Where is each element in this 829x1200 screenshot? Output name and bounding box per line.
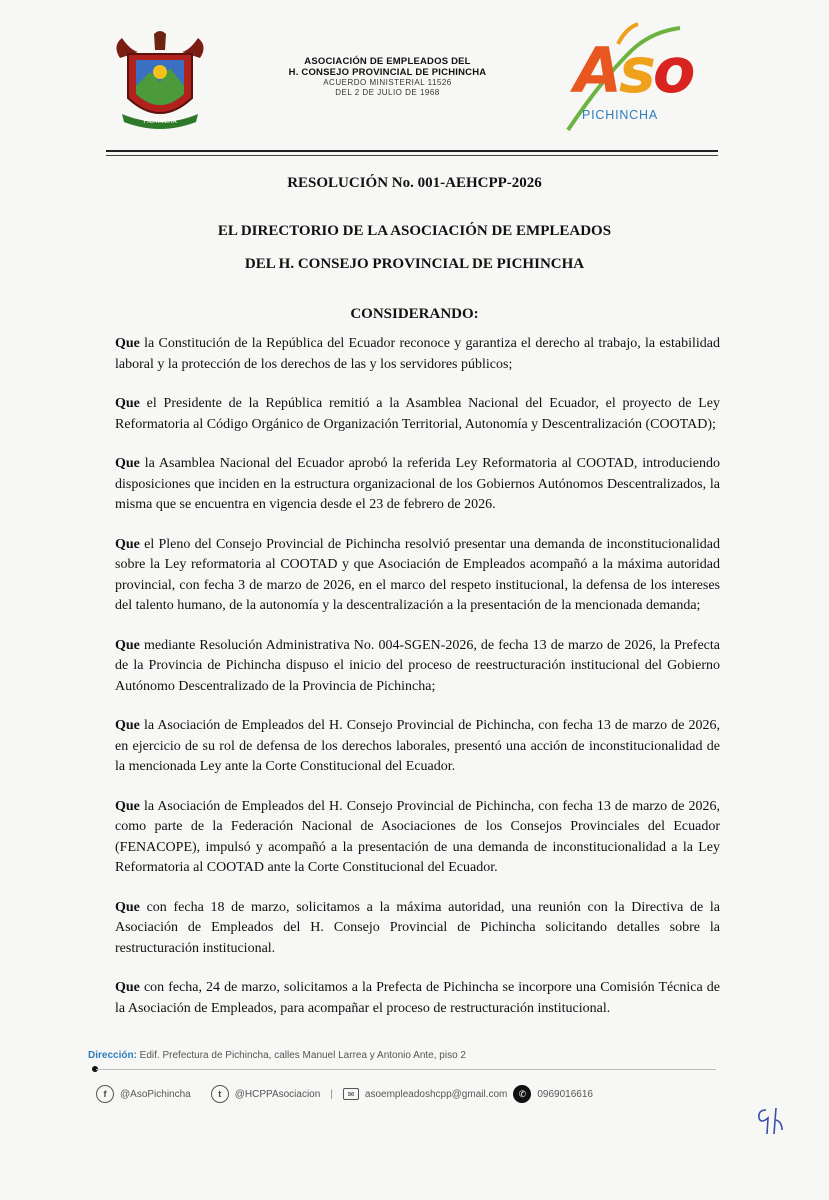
- paragraph-text: el Pleno del Consejo Provincial de Pichincha resolvió presentar una demanda de inconstitucionalidad sobre la Ley reformatoria al COOTAD y que Asociación de Empleados acompañó a la máxima autoridad provincial, con fecha 3 de marzo de 2026, en el marco del respeto institucional, la defensa de los intereses del talento humano, de la autonomía y la descentralización a la presentación de la mencionada demanda;: [115, 536, 720, 613]
- paragraph: [115, 394, 720, 435]
- phone-number[interactable]: 0969016616: [537, 1088, 593, 1100]
- paragraph-text: la Asociación de Empleados del H. Consejo Provincial de Pichincha, con fecha 13 de marzo de 2026, como parte de la Federación Nacional de Asociaciones de los Consejos Provinciales del Ecuador (FENACOPE), impulsó y acompañó a la presentación de una demanda de inconstitucionalidad a la Ley Reformatoria al COOTAD ante la Corte Constitucional del Ecuador.: [115, 798, 720, 875]
- paragraph-text: la Asamblea Nacional del Ecuador aprobó la referida Ley Reformatoria al COOTAD, introduciendo disposiciones que inciden en la estructura organizacional de los Gobiernos Autónomos Descentralizados, la misma que se encuentra en vigencia desde el 23 de febrero de 2026.: [115, 456, 720, 512]
- header-org-block: [265, 56, 510, 98]
- header-divider-thin: [106, 155, 718, 156]
- paragraph-lead: Que: [115, 536, 140, 552]
- paragraph-text: la Constitución de la República del Ecuador reconoce y garantiza el derecho al trabajo, la estabilidad laboral y la protección de los derechos de las y los servidores públicos;: [115, 336, 720, 372]
- paragraph-lead: Que: [115, 456, 140, 471]
- header-org-line-2: H. CONSEJO PROVINCIAL DE PICHINCHA: [288, 67, 487, 78]
- phone-icon: ✆: [513, 1085, 531, 1103]
- paragraph-text: el Presidente de la República remitió a la Asamblea Nacional del Ecuador, el proyecto de Ley Reformatoria al Código Orgánico de Organización Territorial, Autonomía y Descentralización (COOTAD);: [115, 396, 720, 432]
- paragraph-text: la Asociación de Empleados del H. Consejo Provincial de Pichincha, con fecha 13 de marzo de 2026, en ejercicio de su rol de defensa de los derechos laborales, presentó una acción de inconstitucionalidad de la mencionada Ley ante la Corte Constitucional del Ecuador.: [115, 718, 720, 774]
- footer-contacts: [96, 1084, 593, 1104]
- paragraph: [115, 535, 720, 617]
- header-date: DEL 2 DE JULIO DE 1968: [335, 88, 440, 97]
- aso-pichincha-logo: [560, 22, 700, 132]
- facebook-icon: f: [96, 1085, 114, 1103]
- paragraph-lead: Que: [115, 718, 140, 733]
- header-divider: [106, 150, 718, 152]
- header-agreement: ACUERDO MINISTERIAL 11526: [323, 78, 452, 87]
- logo-word: Aso: [574, 34, 693, 107]
- considerando-body: [115, 334, 720, 1038]
- board-title-line-1: EL DIRECTORIO DE LA ASOCIACIÓN DE EMPLEADOS: [217, 223, 612, 239]
- paragraph-text: con fecha 18 de marzo, solicitamos a la máxima autoridad, una reunión con la Directiva de la Asociación de Empleados del H. Consejo Provincial de Pichincha solicitando detalles sobre la restructuración institucional.: [115, 899, 720, 956]
- paragraph: [115, 454, 720, 516]
- paragraph-lead: Que: [115, 396, 140, 411]
- paragraph-lead: Que: [115, 980, 140, 995]
- coat-of-arms-icon: [110, 28, 210, 132]
- paragraph: [115, 898, 720, 960]
- logo-subtitle: PICHINCHA: [582, 108, 658, 122]
- contact-separator: |: [330, 1088, 333, 1100]
- footer-address: [88, 1050, 728, 1061]
- facebook-handle[interactable]: @AsoPichincha: [120, 1088, 191, 1100]
- paragraph: [115, 978, 720, 1019]
- paragraph-lead: Que: [115, 637, 140, 653]
- paragraph-lead: Que: [115, 798, 140, 814]
- paragraph: [115, 334, 720, 375]
- twitter-handle[interactable]: @HCPPAsociacion: [234, 1088, 321, 1100]
- paragraph-lead: Que: [115, 336, 140, 351]
- footer-address-text: Edif. Prefectura de Pichincha, calles Manuel Larrea y Antonio Ante, piso 2: [136, 1050, 466, 1061]
- footer-address-label: Dirección:: [88, 1050, 137, 1061]
- paragraph-text: mediante Resolución Administrativa No. 004-SGEN-2026, de fecha 13 de marzo de 2026, la Prefecta de la Provincia de Pichincha dispuso el inicio del proceso de reestructuración institucional del Gobierno Autónomo Descentralizado de la Provincia de Pichincha;: [115, 637, 720, 694]
- board-title-line-2: DEL H. CONSEJO PROVINCIAL DE PICHINCHA: [244, 256, 585, 272]
- paragraph: [115, 716, 720, 778]
- header-org-line-1: ASOCIACIÓN DE EMPLEADOS DEL: [304, 56, 471, 67]
- paragraph-text: con fecha, 24 de marzo, solicitamos a la Prefecta de Pichincha se incorpore una Comisión Técnica de la Asociación de Empleados, para acompañar el proceso de restructuración institucional.: [115, 980, 720, 1016]
- twitter-icon: t: [211, 1085, 229, 1103]
- footer-divider: [96, 1069, 716, 1070]
- paragraph: [115, 797, 720, 879]
- crest-ribbon-text: PICHINCHA: [143, 118, 177, 125]
- paragraph: [115, 636, 720, 698]
- email-address[interactable]: asoempleadoshcpp@gmail.com: [364, 1088, 508, 1100]
- handwritten-page-number: [752, 1100, 792, 1140]
- email-icon: ✉: [343, 1088, 359, 1100]
- considerando-heading: CONSIDERANDO:: [350, 306, 479, 322]
- resolution-title: RESOLUCIÓN No. 001-AEHCPP-2026: [287, 175, 542, 191]
- paragraph-lead: Que: [115, 899, 140, 915]
